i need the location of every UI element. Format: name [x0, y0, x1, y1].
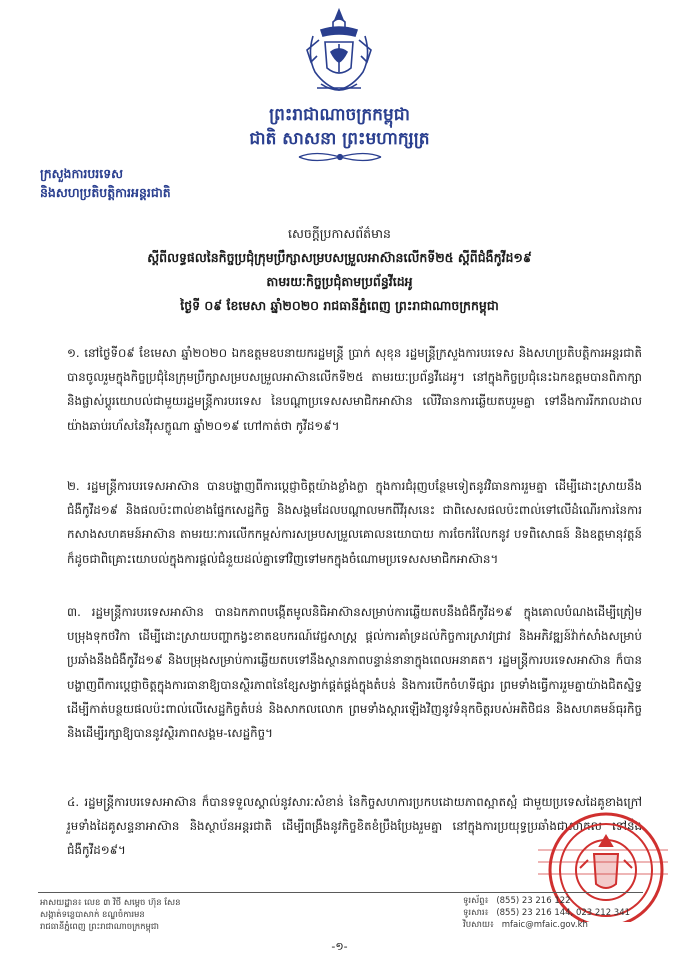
page-number: -១-: [331, 940, 348, 953]
address-label: អាសយដ្ឋាន៖: [40, 898, 82, 908]
paragraph-number: ២.: [67, 479, 80, 493]
address-line-2: សង្កាត់ទន្លេបាសាក់ ខណ្ឌចំការមន: [40, 910, 145, 920]
ministry-name: ក្រសួងការបរទេស: [40, 166, 124, 181]
paragraph-2: [67, 474, 642, 571]
document-title: ស្តីពីលទ្ធផលនៃកិច្ចប្រជុំក្រុមប្រឹក្សាសម្របសម្រួលអាស៊ានលើកទី២៥ ស្តីពីជំងឺកូវីដ១៩: [147, 250, 532, 265]
footer-divider: [38, 892, 643, 893]
document-subtitle: តាមរយៈកិច្ចប្រជុំតាមប្រព័ន្ធវីដេអូ: [266, 274, 413, 289]
paragraph-text: នៅថ្ងៃទី០៩ ខែមេសា ឆ្នាំ២០២០ ឯកឧត្តមឧបនាយករដ្ឋមន្ត្រី ប្រាក់ សុខុន រដ្ឋមន្ត្រីក្រសួងការបរទេស និងសហប្រតិបត្តិការអន្តរជាតិ បានចូលរួមក្នុងកិច្ចប្រជុំនៃក្រុមប្រឹក្សាសម្របសម្រួលអាស៊ានលើកទី២៥ តាមរយៈប្រព័ន្ធវីដេអូ។ នៅក្នុងកិច្ចប្រជុំនេះឯកឧត្តមបានពិភាក្សា និងផ្លាស់ប្តូរយោបល់ជាមួយរដ្ឋមន្ត្រីការបរទេស នៃបណ្តាប្រទេសសមាជិកអាស៊ាន លើវិធានការឆ្លើយតបរួមគ្នា ទៅនឹងការរីករាលដាលយ៉ាងឆាប់រហ័សនៃវីរុសក្លូណា ឆ្នាំ២០១៩ ហៅកាត់ថា កូវីដ១៩។: [67, 346, 642, 433]
website-label: វិបសាយ៖: [463, 920, 494, 930]
paragraph-number: ១.: [67, 346, 80, 360]
fax-value: (855) 23 216 144, 023 212 341: [496, 908, 631, 918]
document-date: ថ្ងៃទី ០៩ ខែមេសា ឆ្នាំ២០២០ រាជធានីភ្នំពេញ ព្រះរាជាណាចក្រកម្ពុជា: [180, 298, 499, 313]
kingdom-name: ព្រះរាជាណាចក្រកម្ពុជា: [269, 105, 410, 125]
footer-address: [40, 897, 181, 933]
phone-label: ទូរស័ព្ទ៖: [463, 896, 489, 906]
paragraph-1: [67, 341, 642, 438]
address-line-3: រាជធានីភ្នំពេញ ព្រះរាជាណាចក្រកម្ពុជា: [40, 922, 159, 932]
paragraph-text: រដ្ឋមន្ត្រីការបរទេសអាស៊ាន បានឯកភាពបង្កើតមូលនិធិអាស៊ានសម្រាប់ការឆ្លើយតបនឹងជំងឺកូវីដ១៩ ក្នុងគោលបំណងដើម្បីត្រៀមបម្រុងទុកថវិកា ដើម្បីដោះស្រាយបញ្ហាកង្វះខាតឧបករណ៍វេជ្ជសាស្ត្រ ផ្តល់ការគាំទ្រដល់កិច្ចការស្រាវជ្រាវ និងអភិវឌ្ឍន៍វ៉ាក់សាំងសម្រាប់ប្រឆាំងនឹងជំងឺកូវីដ១៩ និងបម្រុងសម្រាប់ការឆ្លើយតបទៅនឹងស្ថានភាពបន្ទាន់នានាក្នុងពេលអនាគត។ រដ្ឋមន្ត្រីការបរទេសអាស៊ាន ក៏បានបង្ហាញពីការប្តេជ្ញាចិត្តក្នុងការធានាឱ្យបានស្ថិរភាពនៃខ្សែសង្វាក់ផ្គត់ផ្គង់ក្នុងតំបន់ និងការបើកចំហទីផ្សារ ព្រមទាំងធ្វើការរួមគ្នាយ៉ាងជិតស្និទ្ធ ដើម្បីកាត់បន្ថយផលប៉ះពាល់លើសេដ្ឋកិច្ចតំបន់ និងសាកលលោក ព្រមទាំងស្តារឡើងវិញនូវទំនុកចិត្តរបស់អតិថិជន និងសហគមន៍ធុរកិច្ច និងដើម្បីរក្សាឱ្យបាននូវស្ថិរភាពសង្គម-សេដ្ឋកិច្ច។: [67, 605, 643, 741]
paragraph-number: ៣.: [67, 605, 81, 619]
footer-contacts: [463, 895, 673, 931]
national-motto: ជាតិ សាសនា ព្រះមហាក្សត្រ: [249, 129, 430, 149]
fax-label: ទូរសារ៖: [463, 908, 489, 918]
paragraph-number: ៤.: [67, 795, 80, 809]
phone-value: (855) 23 216 122: [496, 896, 571, 906]
ministry-subtitle: និងសហប្រតិបត្តិការអន្តរជាតិ: [40, 185, 171, 200]
paragraph-3: [67, 600, 642, 745]
press-release-label: សេចក្តីប្រកាសព័ត៌មាន: [288, 226, 391, 241]
paragraph-text: រដ្ឋមន្ត្រីការបរទេសអាស៊ាន បានបង្ហាញពីការប្តេជ្ញាចិត្តយ៉ាងខ្លាំងក្លា ក្នុងការជំរុញបន្ថែមទៀតនូវវិធានការរួមគ្នា ដើម្បីដោះស្រាយនឹងជំងឺកូវីដ១៩ និងផលប៉ះពាល់ខាងផ្នែកសេដ្ឋកិច្ច និងសង្គមដែលបណ្តាលមកពីវីរុសនេះ ជាពិសេសផលប៉ះពាល់ទៅលើដំណើរការនៃការកសាងសហគមន៍អាស៊ាន តាមរយៈការលើកកម្ពស់ការសម្របសម្រួលគោលនយោបាយ ការចែករំលែកនូវ បទពិសោធន៍ និងឧត្តមានុវត្តន៍ ក៏ដូចជាពិគ្រោះយោបល់ក្នុងការផ្តល់ជំនួយដល់គ្នាទៅវិញទៅមកក្នុងចំណោមប្រទេសសមាជិកអាស៊ាន។: [67, 479, 642, 566]
address-value: លេខ ៣ វិថី សម្តេច ហ៊ុន សែន: [84, 898, 181, 908]
paragraph-text: រដ្ឋមន្ត្រីការបរទេសអាស៊ាន ក៏បានទទួលស្គាល់នូវសារៈសំខាន់ នៃកិច្ចសហការប្រកបដោយភាពស្អាតស្អំ ជាមួយប្រទេសដៃគូខាងក្រៅ រួមទាំងដៃគូសន្ទនាអាស៊ាន និងស្ថាប័នអន្តរជាតិ ដើម្បីពង្រឹងនូវកិច្ចខិតខំប្រឹងប្រែងរួមគ្នា នៅក្នុងការប្រយុទ្ធប្រឆាំងជាសាកល ទៅនឹងជំងឺកូវីដ១៩។: [67, 795, 642, 858]
website-value[interactable]: mfaic@mfaic.gov.kh: [501, 920, 588, 930]
royal-coat-of-arms-icon: [299, 6, 379, 98]
ornament-divider-icon: [295, 150, 385, 164]
